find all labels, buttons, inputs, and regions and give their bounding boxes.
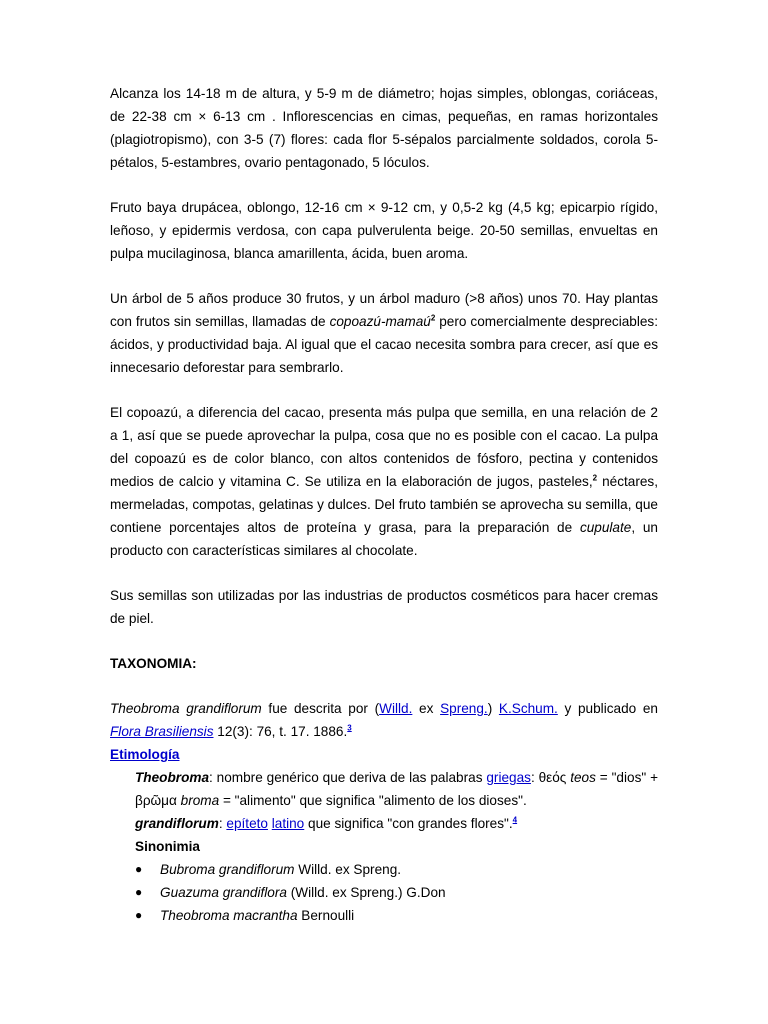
- list-item: [135, 881, 658, 904]
- text: :: [218, 816, 227, 831]
- italic-term: cupulate: [579, 520, 632, 535]
- link-latino[interactable]: latino: [271, 816, 305, 831]
- taxonomy-heading: TAXONOMIA:: [110, 656, 197, 671]
- synonym-author: (Willd. ex Spreng.) G.Don: [286, 885, 446, 900]
- footnote-ref: 2: [592, 473, 598, 483]
- term-grandiflorum: grandiflorum: [135, 816, 219, 831]
- paragraph-pulp: [110, 401, 658, 562]
- italic-term: copoazú-mamaú: [329, 314, 431, 329]
- taxonomy-paragraph: [110, 697, 658, 743]
- italic-teos: teos: [570, 770, 596, 785]
- text: Un árbol de 5 años produce 30 frutos, y un árbol maduro (>8 años) unos 70. Hay plantas con frutos sin semillas, llamadas de: [110, 291, 658, 329]
- footnote-link-4[interactable]: 4: [512, 815, 518, 825]
- synonym-name: Theobroma macrantha: [160, 908, 298, 923]
- italic-broma: broma: [180, 793, 220, 808]
- synonym-author: Willd. ex Spreng.: [294, 862, 402, 877]
- list-item: [135, 904, 658, 927]
- bullet-icon: ●: [135, 862, 143, 876]
- document-page: [110, 82, 658, 927]
- species-name: Theobroma grandiflorum: [110, 701, 262, 716]
- synonym-author: Bernoulli: [297, 908, 355, 923]
- text: y publicado en: [557, 701, 658, 716]
- text: que significa "con grandes flores".: [304, 816, 513, 831]
- text: ex: [412, 701, 441, 716]
- link-epiteto[interactable]: epíteto: [226, 816, 268, 831]
- footnote-link-3[interactable]: 3: [347, 723, 352, 733]
- text: 12(3): 76, t. 17. 1886.: [213, 724, 348, 739]
- synonym-name: Guazuma grandiflora: [160, 885, 287, 900]
- etymology-grandiflorum: [135, 812, 658, 835]
- text: pero comercialmente despreciables: ácidos, y productividad baja. Al igual que el cacao necesita sombra para crecer, así que es innecesario deforestar para sembrarlo.: [110, 314, 659, 375]
- synonym-list: [110, 858, 658, 927]
- list-item: [135, 858, 658, 881]
- link-griegas[interactable]: griegas: [486, 770, 531, 785]
- link-willd[interactable]: Willd.: [379, 701, 413, 716]
- bullet-icon: ●: [135, 908, 143, 922]
- term-theobroma: Theobroma: [135, 770, 210, 785]
- etymology-block: [135, 766, 658, 858]
- text: = "alimento" que significa "alimento de los dioses".: [219, 793, 527, 808]
- link-spreng[interactable]: Spreng.: [440, 701, 488, 716]
- synonym-name: Bubroma grandiflorum: [160, 862, 295, 877]
- paragraph-fruit: Fruto baya drupácea, oblongo, 12-16 cm × 9-12 cm, y 0,5-2 kg (4,5 kg; epicarpio rígido, leñoso, y epidermis verdosa, con capa pulverulenta beige. 20-50 semillas, envueltas en pulpa mucilaginosa, blanca amarillenta, ácida, buen aroma.: [110, 200, 658, 261]
- etimologia-link[interactable]: Etimología: [110, 747, 180, 762]
- link-kschum[interactable]: K.Schum.: [498, 701, 558, 716]
- footnote-ref: 2: [430, 313, 436, 323]
- paragraph-description: Alcanza los 14-18 m de altura, y 5-9 m de diámetro; hojas simples, oblongas, coriáceas, de 22-38 cm × 6-13 cm . Inflorescencias en cimas, pequeñas, en ramas horizontales (plagiotropismo), con 3-5 (7) flores: cada flor 5-sépalos parcialmente soldados, corola 5-pétalos, 5-estambres, ovario pentagonado, 5 lóculos.: [110, 86, 658, 170]
- text: ): [487, 701, 499, 716]
- text: : θεός: [530, 770, 571, 785]
- paragraph-cosmetics: Sus semillas son utilizadas por las industrias de productos cosméticos para hacer cremas de piel.: [110, 588, 658, 626]
- link-flora-brasiliensis[interactable]: Flora Brasiliensis: [110, 724, 214, 739]
- text: El copoazú, a diferencia del cacao, presenta más pulpa que semilla, en una relación de 2 a 1, así que se puede aprovechar la pulpa, cosa que no es posible con el cacao. La pulpa del copoazú es de color blanco, con altos contenidos de fósforo, pectina y contenidos medios de calcio y vitamina C. Se utiliza en la elaboración de jugos, pasteles,: [110, 405, 658, 489]
- etymology-theobroma: [135, 766, 658, 812]
- text: , un producto con características similares al chocolate.: [110, 520, 658, 558]
- paragraph-production: [110, 287, 658, 379]
- text: = "dios" + βρῶμα: [135, 770, 659, 808]
- bullet-icon: ●: [135, 885, 143, 899]
- text: fue descrita por (: [261, 701, 380, 716]
- sinonimia-heading: Sinonimia: [135, 839, 200, 854]
- text: néctares, mermeladas, compotas, gelatinas y dulces. Del fruto también se aprovecha su semilla, que contiene porcentajes altos de proteína y grasa, para la preparación de: [110, 474, 658, 535]
- text: : nombre genérico que deriva de las palabras: [209, 770, 487, 785]
